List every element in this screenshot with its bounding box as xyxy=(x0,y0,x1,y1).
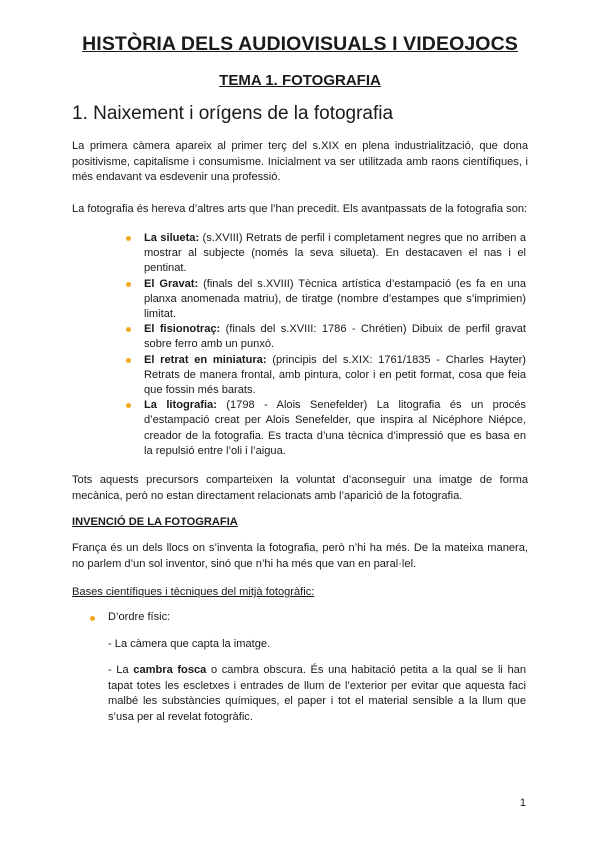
bullet-term: La silueta: xyxy=(144,232,200,244)
camera-obscura-prefix: - La xyxy=(108,664,134,676)
list-item xyxy=(126,277,526,323)
invention-paragraph: França és un dels llocs on s’inventa la fotografia, però n’hi ha més. De la mateixa manera, no parlem d’un sol inventor, sinó que n’hi ha més que van en paral·lel. xyxy=(72,542,528,570)
predecessors-list xyxy=(126,231,526,459)
bullet-term: El fisionotraç: xyxy=(144,323,221,336)
intro-paragraph: La primera càmera apareix al primer terç del s.XIX en plena industrialització, que dona positivisme, capitalisme i consumisme. Inicialment va ser utilitzada amb raons científiques, i més endavant va esdevenir una professió. xyxy=(72,140,528,184)
bases-heading: Bases científiques i tècniques del mitjà fotogràfic: xyxy=(72,586,315,598)
camera-obscura-paragraph xyxy=(108,663,526,725)
list-item xyxy=(126,322,526,352)
camera-line: - La càmera que capta la imatge. xyxy=(108,638,271,650)
document-title: HISTÒRIA DELS AUDIOVISUALS I VIDEOJOCS xyxy=(82,33,518,55)
chapter-subtitle: TEMA 1. FOTOGRAFIA xyxy=(219,72,381,89)
bullet-text: (principis del s.XIX: 1761/1835 - Charles Hayter) Retrats de manera frontal, amb pintura, color i en petit format, cosa que feia que fossin més barats. xyxy=(144,353,526,397)
section-heading: 1. Naixement i orígens de la fotografia xyxy=(72,103,394,124)
precursors-paragraph: Tots aquests precursors comparteixen la voluntat d’aconseguir una imatge de forma mecànica, però no estan directament relacionats amb l’aparició de la fotografia. xyxy=(72,474,528,502)
bullet-term: El Gravat: xyxy=(144,277,199,290)
bullet-text: (finals del s.XVIII) Tècnica artística d’estampació (es fa en una planxa anomenada matriu), de tiratge (nombre d’estampes que s’imprimien) limitat. xyxy=(144,277,526,321)
bullet-dot-icon xyxy=(126,327,131,332)
list-item xyxy=(126,398,526,459)
bullet-term: La litografia: xyxy=(144,399,217,412)
bullet-dot-icon xyxy=(126,282,131,287)
invention-heading: INVENCIÓ DE LA FOTOGRAFIA xyxy=(72,516,238,528)
camera-obscura-term: cambra fosca xyxy=(133,664,207,676)
list-item xyxy=(126,353,526,399)
bullet-dot-icon xyxy=(126,358,131,363)
camera-obscura-text: o cambra obscura. És una habitació petita a la qual se li han tapat totes les escletxes i entrades de llum de l’exterior per evitar que aquesta faci malbé les substàncies químiques, el paper i tot el material sensible a la llum que s’usa per al revelat fotogràfic. xyxy=(108,664,527,723)
page-number: 1 xyxy=(519,797,526,809)
bullet-text: (1798 - Alois Senefelder) La litografia és un procés d’estampació creat per Alois Senefelder, que inspira al Nicéphore Niépce, creador de la fotografia. Es tracta d’una tècnica d’impressió que es basa en la repulsió entre l’oli i l’aigua. xyxy=(144,399,526,457)
list-item xyxy=(126,231,526,277)
bullet-dot-icon xyxy=(90,616,95,621)
bullet-text: (finals del s.XVIII: 1786 - Chrétien) Dibuix de perfil gravat sobre ferro amb un punxó. xyxy=(144,323,526,351)
bullet-term: El retrat en miniatura: xyxy=(144,353,267,366)
bullet-dot-icon xyxy=(126,236,131,241)
predecessors-paragraph: La fotografia és hereva d’altres arts que l’han precedit. Els avantpassats de la fotografia son: xyxy=(72,203,528,215)
bullet-dot-icon xyxy=(126,403,131,408)
physical-order-label: D’ordre físic: xyxy=(108,611,171,623)
bullet-text: (s.XVIII) Retrats de perfil i completament negres que no arriben a mostrar al subjecte (només la seva silueta). En destacaven el nas i el pentinat. xyxy=(144,232,526,275)
